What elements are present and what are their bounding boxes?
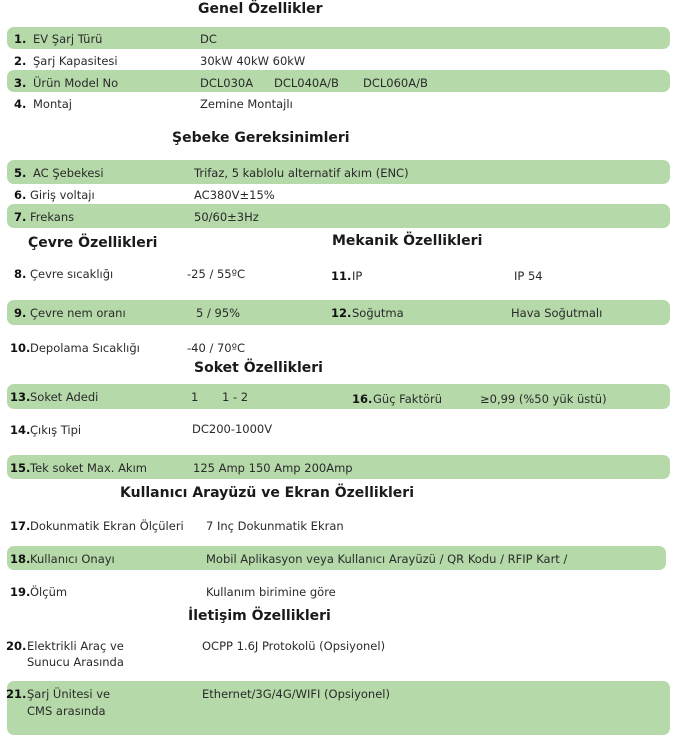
row-9-label: Çevre nem oranı: [30, 306, 126, 320]
row-17-label: Dokunmatik Ekran Ölçüleri: [30, 519, 184, 533]
row-1-number: 1.: [14, 32, 27, 46]
row-16-number: 16.: [352, 392, 373, 406]
row-3-number: 3.: [14, 76, 27, 90]
row-13-value-1: 1: [191, 390, 199, 404]
row-12-number: 12.: [331, 306, 352, 320]
heading-mechanical: Mekanik Özellikleri: [332, 233, 483, 249]
row-10-value: -40 / 70ºC: [187, 341, 246, 355]
row-11-value: IP 54: [514, 269, 543, 283]
row-14-number: 14.: [10, 423, 31, 437]
row-18-label: Kullanıcı Onayı: [30, 552, 115, 566]
row-19-number: 19.: [10, 585, 31, 599]
row-7-label: Frekans: [30, 210, 75, 224]
row-3-value-1: DCL030A: [200, 76, 254, 90]
row-2-number: 2.: [14, 54, 27, 68]
row-9-number: 9.: [14, 306, 27, 320]
row-5-number: 5.: [14, 166, 27, 180]
row-11-label: IP: [352, 269, 363, 283]
row-3-value-2: DCL040A/B: [274, 76, 339, 90]
row-21-label-line-2: CMS arasında: [27, 704, 106, 718]
row-13-label: Soket Adedi: [30, 390, 99, 404]
row-10-label: Depolama Sıcaklığı: [30, 341, 140, 355]
row-20-label-line-2: Sunucu Arasında: [27, 655, 124, 669]
row-1-label: EV Şarj Türü: [33, 32, 103, 46]
row-4-number: 4.: [14, 97, 27, 111]
band-row-7: [7, 204, 670, 228]
row-8-value: -25 / 55ºC: [187, 267, 246, 281]
row-6-label: Giriş voltajı: [30, 188, 95, 202]
row-15-label: Tek soket Max. Akım: [30, 461, 147, 475]
row-12-value: Hava Soğutmalı: [511, 306, 603, 320]
heading-environment: Çevre Özellikleri: [28, 235, 158, 251]
row-10-number: 10.: [10, 341, 31, 355]
row-8-number: 8.: [14, 267, 27, 281]
row-18-number: 18.: [10, 552, 31, 566]
row-18-value: Mobil Aplikasyon veya Kullanıcı Arayüzü / QR Kodu / RFIP Kart /: [206, 552, 568, 566]
row-3-label: Ürün Model No: [33, 76, 119, 90]
row-5-value: Trifaz, 5 kablolu alternatif akım (ENC): [194, 166, 409, 180]
row-7-value: 50/60±3Hz: [194, 210, 259, 224]
row-14-value: DC200-1000V: [192, 422, 273, 436]
row-4-label: Montaj: [33, 97, 72, 111]
row-6-value: AC380V±15%: [194, 188, 275, 202]
row-20-label-line-1: Elektrikli Araç ve: [27, 639, 124, 653]
row-19-value: Kullanım birimine göre: [206, 585, 336, 599]
row-2-label: Şarj Kapasitesi: [33, 54, 118, 68]
band-row-1: [7, 27, 670, 49]
row-12-label: Soğutma: [352, 306, 404, 320]
row-13-value-2: 1 - 2: [222, 390, 249, 404]
row-20-value: OCPP 1.6J Protokolü (Opsiyonel): [202, 639, 386, 653]
row-3-value-3: DCL060A/B: [363, 76, 428, 90]
row-16-value: ≥0,99 (%50 yük üstü): [480, 392, 607, 406]
heading-grid: Şebeke Gereksinimleri: [172, 130, 350, 146]
row-21-label-line-1: Şarj Ünitesi ve: [27, 687, 111, 701]
row-17-number: 17.: [10, 519, 31, 533]
row-9-value: 5 / 95%: [196, 306, 241, 320]
row-15-number: 15.: [10, 461, 31, 475]
heading-socket: Soket Özellikleri: [194, 360, 323, 376]
row-21-number: 21.: [6, 687, 27, 701]
heading-comm: İletişim Özellikleri: [188, 608, 331, 624]
row-6-number: 6.: [14, 188, 27, 202]
row-17-value: 7 Inç Dokunmatik Ekran: [206, 519, 344, 533]
heading-general: Genel Özellikler: [198, 1, 323, 17]
row-2-value: 30kW 40kW 60kW: [200, 54, 306, 68]
row-5-label: AC Şebekesi: [33, 166, 104, 180]
row-14-label: Çıkış Tipi: [30, 423, 82, 437]
row-11-number: 11.: [331, 269, 352, 283]
row-20-number: 20.: [6, 639, 27, 653]
row-16-label: Güç Faktörü: [373, 392, 443, 406]
heading-ui: Kullanıcı Arayüzü ve Ekran Özellikleri: [120, 485, 414, 501]
row-7-number: 7.: [14, 210, 27, 224]
row-19-label: Ölçüm: [30, 585, 68, 599]
row-21-value: Ethernet/3G/4G/WIFI (Opsiyonel): [202, 687, 390, 701]
row-15-value: 125 Amp 150 Amp 200Amp: [193, 461, 353, 475]
row-8-label: Çevre sıcaklığı: [30, 267, 114, 281]
row-1-value: DC: [200, 32, 217, 46]
row-4-value: Zemine Montajlı: [200, 97, 293, 111]
row-13-number: 13.: [10, 390, 31, 404]
